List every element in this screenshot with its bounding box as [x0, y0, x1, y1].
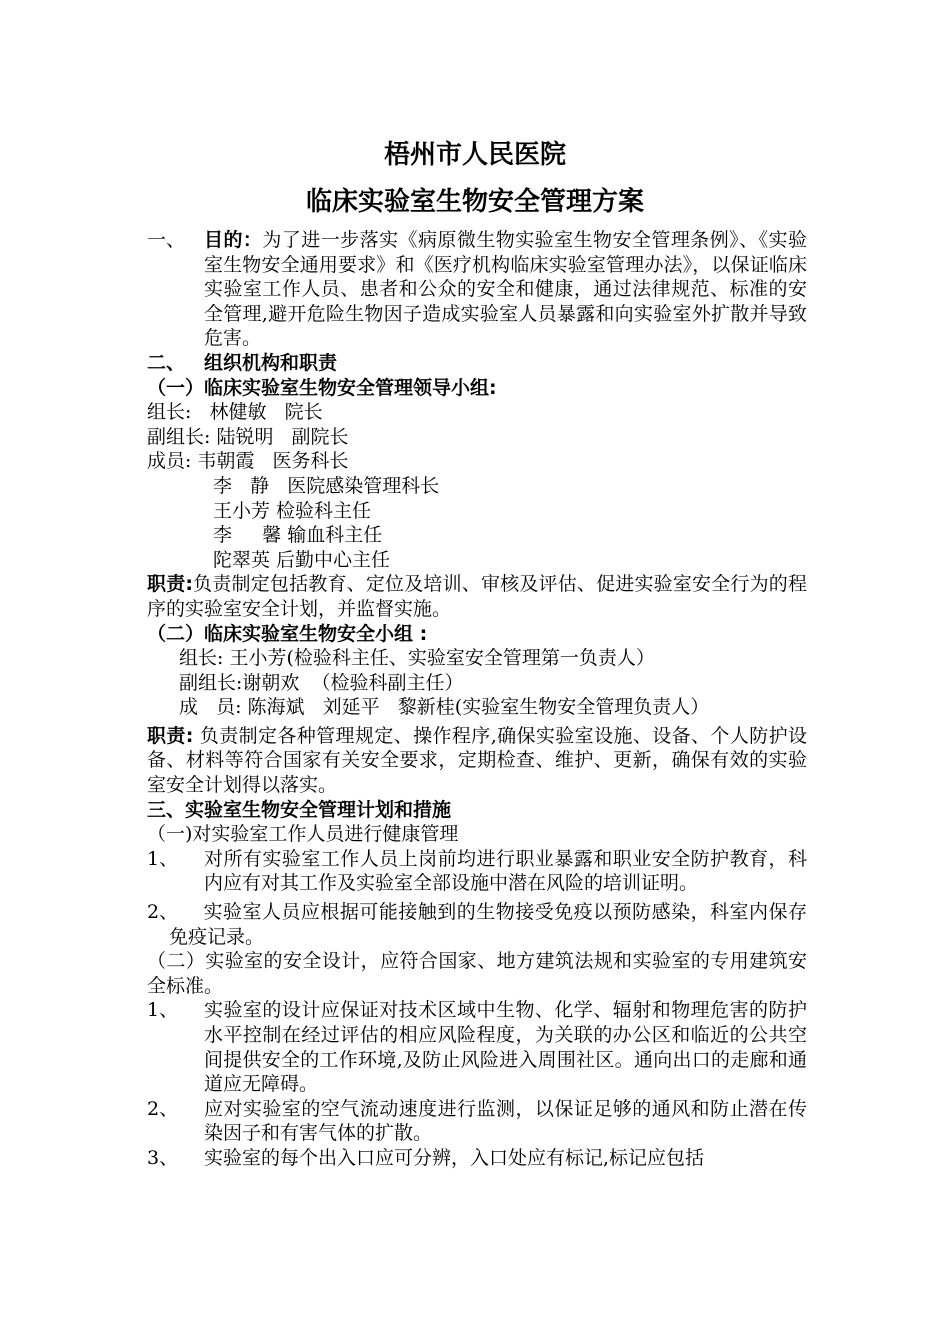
subsection-title: （二）实验室的安全设计，应符合国家、地方建筑法规和实验室的专用建筑安全标准。 [147, 950, 807, 997]
duty-label: 职责: [147, 573, 193, 596]
item-text: 实验室的每个出入口应可分辨，入口处应有标记,标记应包括 [204, 1146, 705, 1169]
subsection-title: （一)对实验室工作人员进行健康管理 [147, 823, 459, 846]
group2-duty [147, 724, 807, 798]
group2-deputy: 副组长:谢朝欢 （检验科副主任） [179, 671, 464, 694]
purpose-text: 为了进一步落实《病原微生物实验室生物安全管理条例》、《实验室生物安全通用要求》和《医疗机构临床实验室管理办法》，以保证临床实验室工作人员、患者和公众的安全和健康，通过法律规范、标准的安全管理,避开危险生物因子造成实验室人员暴露和向实验室外扩散并导致危害。 [204, 229, 807, 350]
item-number: 2、 [147, 1097, 179, 1120]
hospital-name: 梧州市人民医院 [383, 140, 566, 170]
section-label: 目的： [204, 229, 263, 251]
group1-member: 成员: 韦朝霞 医务科长 [147, 450, 349, 473]
section3-title: 三、实验室生物安全管理计划和措施 [147, 798, 452, 821]
section-organization [147, 351, 807, 376]
section-purpose [147, 228, 807, 351]
group2-leader: 组长: 王小芳(检验科主任、实验室安全管理第一负责人） [179, 647, 655, 670]
group2-title: （二）临床实验室生物安全小组 : [147, 622, 428, 645]
group1-member: 李 静 医院感染管理科长 [213, 474, 440, 497]
item-number: 2、 [147, 901, 179, 924]
group2-members: 成 员: 陈海斌 刘延平 黎新桂(实验室生物安全管理负责人） [179, 696, 710, 719]
item-number: 1、 [147, 847, 179, 870]
duty-text: 负责制定各种管理规定、操作程序,确保实验室设施、设备、个人防护设备、材料等符合国家有关安全要求，定期检查、维护、更新，确保有效的实验室安全计划得以落实。 [147, 724, 807, 797]
list-item [147, 1146, 807, 1171]
list-item [147, 998, 807, 1096]
group1-leader: 组长: 林健敏 院长 [147, 401, 323, 424]
list-item [147, 1097, 807, 1146]
group1-duty [147, 572, 807, 621]
document-body [147, 228, 807, 1171]
duty-label: 职责: [147, 724, 194, 747]
item-text: 实验室人员应根据可能接触到的生物接受免疫以预防感染，科室内保存免疫记录。 [169, 901, 807, 948]
group1-member: 王小芳 检验科主任 [213, 499, 372, 522]
document-title: 临床实验室生物安全管理方案 [305, 187, 644, 217]
section-number: 一、 [147, 229, 186, 251]
section-number: 二、 [147, 351, 186, 374]
list-item [147, 900, 807, 949]
list-item [147, 847, 807, 896]
item-number: 1、 [147, 999, 179, 1022]
group1-title: （一）临床实验室生物安全管理领导小组: [147, 376, 497, 399]
group1-member: 陀翠英 后勤中心主任 [213, 548, 391, 571]
item-text: 对所有实验室工作人员上岗前均进行职业暴露和职业安全防护教育，科内应有对其工作及实验室全部设施中潜在风险的培训证明。 [204, 847, 807, 895]
group1-deputy: 副组长: 陆锐明 副院长 [147, 425, 349, 448]
item-text: 应对实验室的空气流动速度进行监测，以保证足够的通风和防止潜在传染因子和有害气体的扩散。 [204, 1097, 807, 1145]
item-text: 实验室的设计应保证对技术区域中生物、化学、辐射和物理危害的防护水平控制在经过评估的相应风险程度，为关联的办公区和临近的公共空间提供安全的工作环境,及防止风险进入周围社区。通向出口的走廊和通道应无障碍。 [204, 999, 807, 1096]
section-label: 组织机构和职责 [204, 351, 338, 374]
duty-text: 负责制定包括教育、定位及培训、审核及评估、促进实验室安全行为的程序的实验室安全计划，并监督实施。 [147, 573, 807, 620]
group1-member: 李 馨 输血科主任 [213, 524, 383, 547]
item-number: 3、 [147, 1146, 179, 1169]
